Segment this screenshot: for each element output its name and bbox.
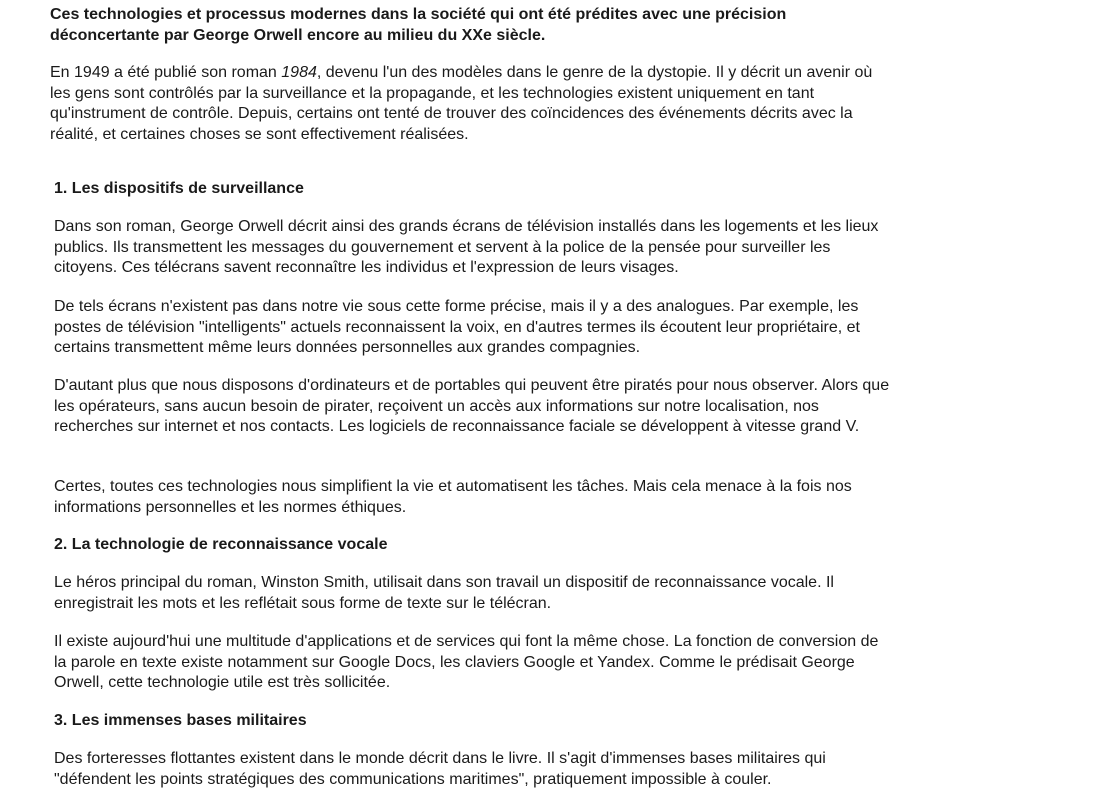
- article-lead: Ces technologies et processus modernes dans la société qui ont été prédites avec une précision déconcertante par George Orwell encore au milieu du XXe siècle.: [50, 6, 787, 44]
- intro-text-before: En 1949 a été publié son roman: [50, 64, 282, 81]
- article-intro: [50, 63, 890, 145]
- section-2-paragraph-2: Il existe aujourd'hui une multitude d'applications et de services qui font la même chose. La fonction de conversion de la parole en texte existe notamment sur Google Docs, les claviers Google et Yandex. Comme le prédisait George Orwell, cette technologie utile est très sollicitée.: [54, 633, 879, 691]
- intro-text-after: , devenu l'un des modèles dans le genre de la dystopie. Il y décrit un avenir où les gens sont contrôlés par la surveillance et la propagande, et les technologies existent uniquement en tant qu'instrument de contrôle. Depuis, certains ont tenté de trouver des coïncidences des événements décrits avec la réalité, et certaines choses se sont effectivement réalisées.: [50, 64, 873, 143]
- section-1-paragraph-1: Dans son roman, George Orwell décrit ainsi des grands écrans de télévision installés dans les logements et les lieux publics. Ils transmettent les messages du gouvernement et servent à la police de la pensée pour surveiller les citoyens. Ces télécrans savent reconnaître les individus et l'expression de leurs visages.: [54, 218, 879, 276]
- novel-title: 1984: [281, 64, 317, 81]
- section-1-paragraph-4: Certes, toutes ces technologies nous simplifient la vie et automatisent les tâches. Mais cela menace à la fois nos informations personnelles et les normes éthiques.: [54, 478, 852, 516]
- section-2-paragraph-1: Le héros principal du roman, Winston Smith, utilisait dans son travail un dispositif de reconnaissance vocale. Il enregistrait les mots et les reflétait sous forme de texte sur le télécran.: [54, 574, 834, 612]
- section-1-paragraph-3: D'autant plus que nous disposons d'ordinateurs et de portables qui peuvent être piratés pour nous observer. Alors que les opérateurs, sans aucun besoin de pirater, reçoivent un accès aux informations sur notre localisation, nos recherches sur internet et nos contacts. Les logiciels de reconnaissance faciale se développent à vitesse grand V.: [54, 377, 890, 435]
- section-3-paragraph-1: Des forteresses flottantes existent dans le monde décrit dans le livre. Il s'agit d'immenses bases militaires qui "défendent les points stratégiques des communications maritimes", pratiquement impossible à couler.: [54, 750, 826, 788]
- section-heading-surveillance: 1. Les dispositifs de surveillance: [54, 180, 304, 197]
- section-heading-military-bases: 3. Les immenses bases militaires: [54, 712, 307, 729]
- section-1-paragraph-2: De tels écrans n'existent pas dans notre vie sous cette forme précise, mais il y a des analogues. Par exemple, les postes de télévision "intelligents" actuels reconnaissent la voix, en d'autres termes ils écoutent leur propriétaire, et certains transmettent même leurs données personnelles aux grandes compagnies.: [54, 298, 860, 356]
- section-heading-voice-recognition: 2. La technologie de reconnaissance vocale: [54, 536, 388, 553]
